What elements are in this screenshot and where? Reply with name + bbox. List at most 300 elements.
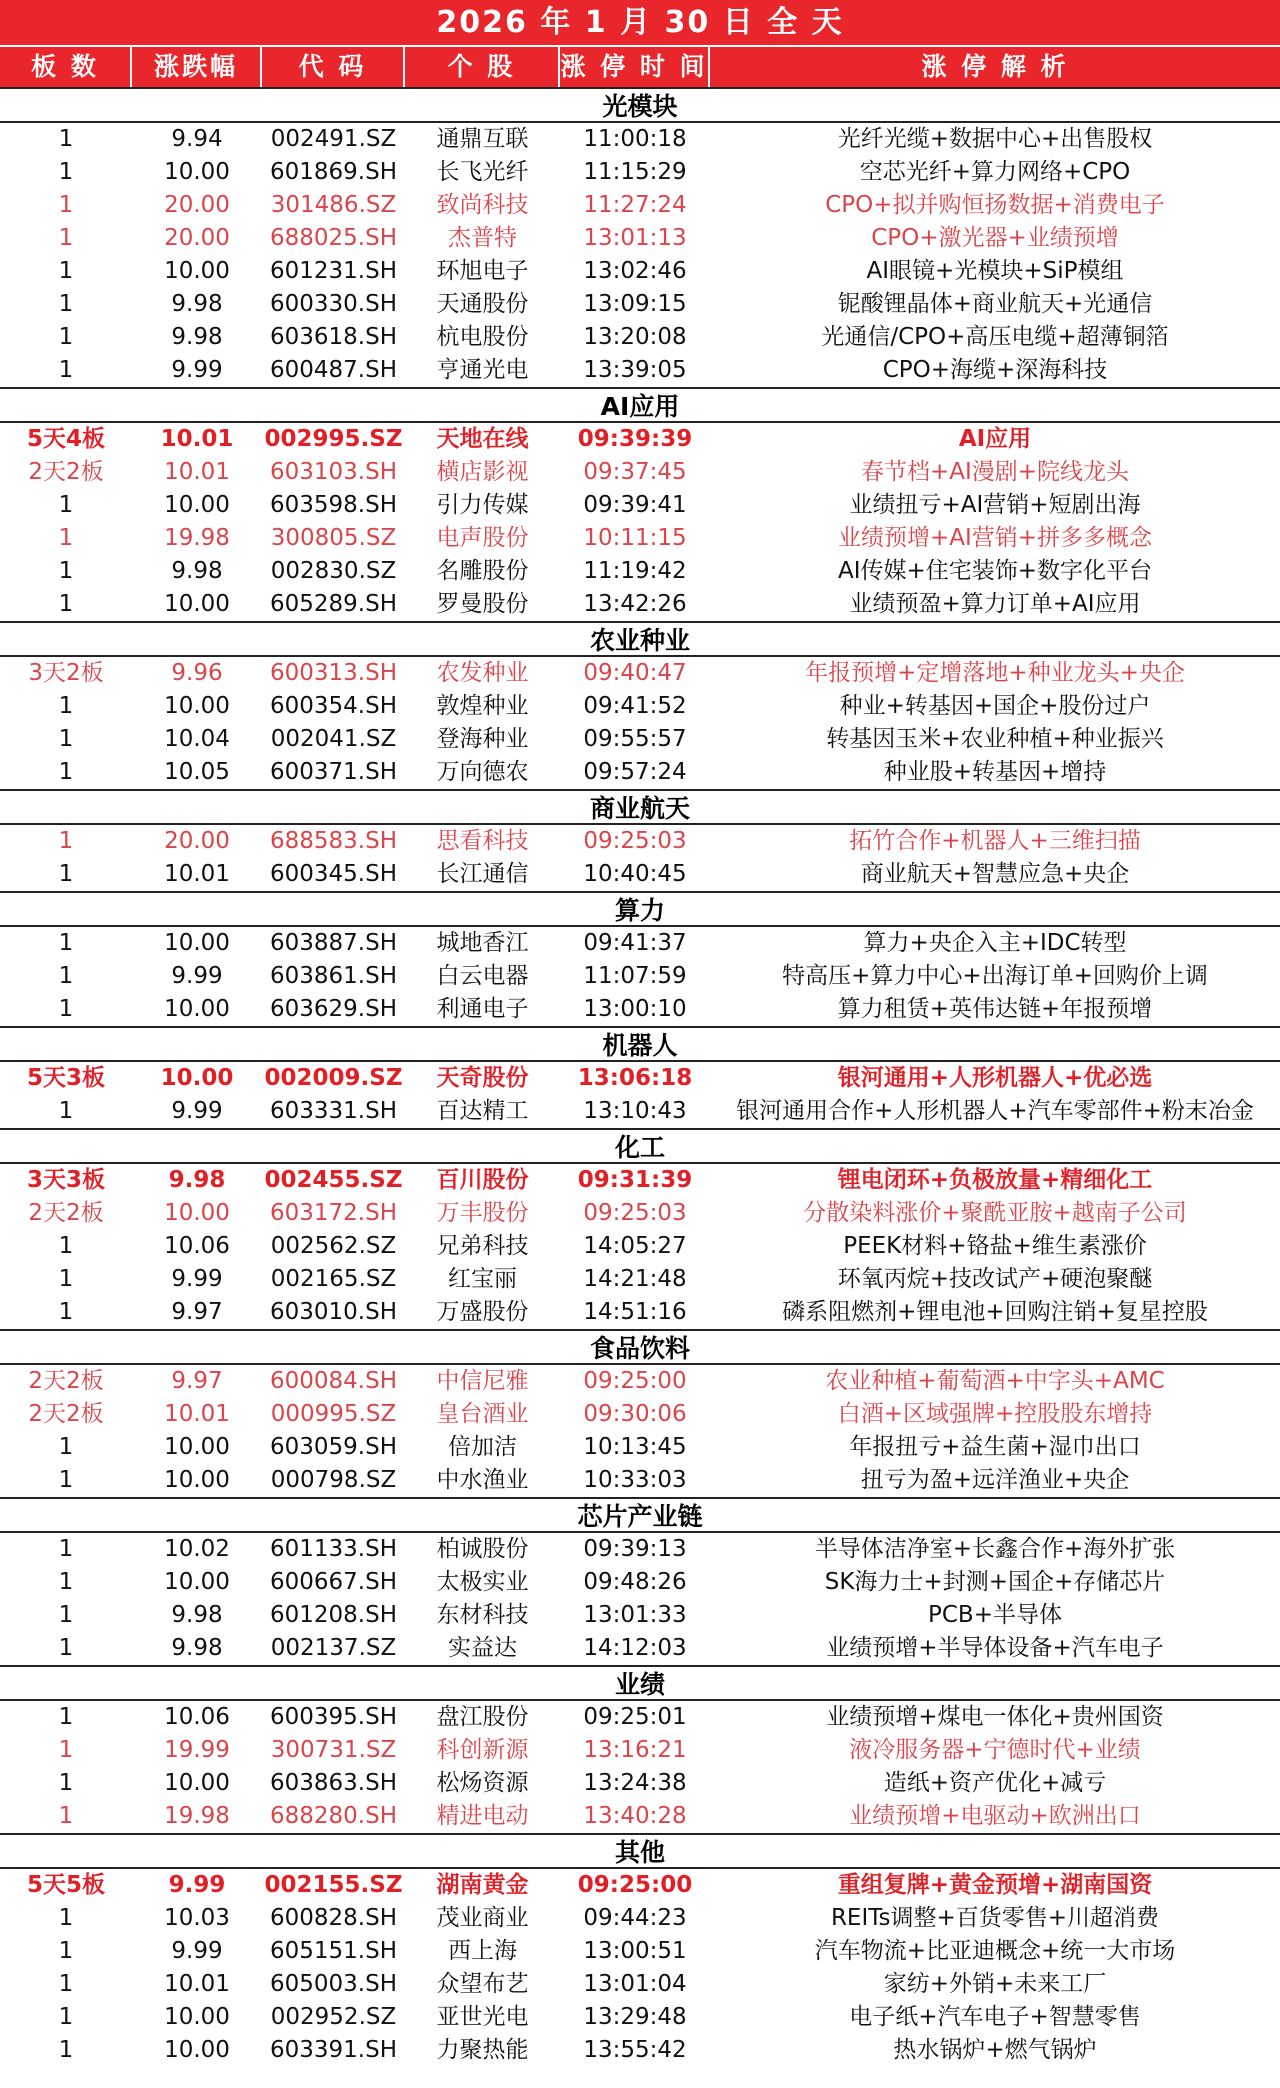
cell-code: 002952.SZ (270, 2004, 397, 2030)
table-row (0, 2034, 1280, 2067)
cell-board: 2天2板 (28, 1368, 104, 1394)
cell-time: 13:20:08 (583, 324, 687, 350)
cell-board: 3天2板 (28, 660, 104, 686)
cell-pct: 10.01 (160, 426, 234, 452)
cell-time: 09:41:37 (583, 930, 687, 956)
cell-analysis: 光通信/CPO+高压电缆+超薄铜箔 (821, 324, 1169, 350)
cell-time: 13:24:38 (583, 1770, 687, 1796)
cell-analysis: CPO+拟并购恒扬数据+消费电子 (825, 192, 1165, 218)
table-row (0, 255, 1280, 288)
cell-board: 3天3板 (26, 1167, 105, 1193)
cell-board: 1 (58, 1635, 74, 1661)
table-row (0, 1902, 1280, 1935)
table-row (0, 927, 1280, 960)
table-row (0, 555, 1280, 588)
header-analysis: 涨 停 解 析 (921, 52, 1069, 81)
cell-time: 13:09:15 (583, 291, 687, 317)
cell-stock: 科创新源 (436, 1737, 529, 1763)
cell-pct: 9.97 (171, 1368, 223, 1394)
cell-analysis: 年报预增+定增落地+种业龙头+央企 (805, 660, 1185, 686)
cell-analysis: 空芯光纤+算力网络+CPO (859, 159, 1131, 185)
cell-code: 002155.SZ (264, 1872, 403, 1898)
cell-analysis: 热水锅炉+燃气锅炉 (893, 2037, 1097, 2063)
table-row (0, 993, 1280, 1026)
cell-code: 600313.SH (269, 660, 397, 686)
table-row (0, 288, 1280, 321)
cell-board: 1 (58, 258, 74, 284)
cell-stock: 东材科技 (436, 1602, 529, 1628)
cell-time: 13:06:18 (577, 1065, 693, 1091)
cell-stock: 西上海 (448, 1938, 517, 1964)
table-row (0, 1197, 1280, 1230)
cell-pct: 10.00 (164, 693, 230, 719)
cell-analysis: CPO+激光器+业绩预增 (871, 225, 1119, 251)
cell-stock: 万盛股份 (436, 1299, 529, 1325)
table-row (0, 690, 1280, 723)
cell-pct: 9.98 (171, 1602, 223, 1628)
table-row (0, 1062, 1280, 1095)
cell-stock: 长江通信 (436, 861, 529, 887)
cell-analysis: 特高压+算力中心+出海订单+回购价上调 (782, 963, 1208, 989)
cell-analysis: 业绩预增+AI营销+拼多多概念 (837, 525, 1153, 551)
table-row (0, 1464, 1280, 1497)
cell-time: 14:21:48 (583, 1266, 687, 1292)
cell-pct: 10.01 (164, 1971, 230, 1997)
header-code: 代 码 (262, 47, 405, 87)
cell-stock: 天通股份 (436, 291, 529, 317)
cell-analysis: 春节档+AI漫剧+院线龙头 (860, 459, 1130, 485)
cell-board: 1 (58, 291, 74, 317)
cell-board: 1 (58, 1233, 74, 1259)
cell-stock: 利通电子 (436, 996, 529, 1022)
cell-time: 09:39:41 (583, 492, 687, 518)
cell-analysis: 拓竹合作+机器人+三维扫描 (849, 828, 1141, 854)
cell-analysis: 扭亏为盈+远洋渔业+央企 (860, 1467, 1130, 1493)
section-header: 农业种业 (0, 621, 1280, 657)
cell-code: 600354.SH (269, 693, 397, 719)
cell-time: 13:02:46 (583, 258, 687, 284)
cell-analysis: 农业种植+葡萄酒+中字头+AMC (825, 1368, 1165, 1394)
cell-board: 1 (58, 357, 74, 383)
cell-analysis: 种业+转基因+国企+股份过户 (839, 693, 1151, 719)
cell-board: 1 (58, 726, 74, 752)
cell-pct: 10.02 (164, 1536, 230, 1562)
cell-stock: 兄弟科技 (436, 1233, 529, 1259)
cell-analysis: 液冷服务器+宁德时代+业绩 (849, 1737, 1141, 1763)
cell-stock: 敦煌种业 (436, 693, 529, 719)
cell-stock: 众望布艺 (436, 1971, 529, 1997)
cell-board: 1 (58, 1467, 74, 1493)
cell-pct: 10.00 (164, 258, 230, 284)
cell-pct: 10.00 (164, 1200, 230, 1226)
cell-pct: 20.00 (164, 828, 230, 854)
cell-pct: 10.06 (164, 1233, 230, 1259)
cell-time: 09:39:13 (583, 1536, 687, 1562)
cell-stock: 中水渔业 (436, 1467, 529, 1493)
cell-board: 1 (58, 324, 74, 350)
cell-time: 11:19:42 (583, 558, 687, 584)
table-row (0, 1632, 1280, 1665)
cell-analysis: AI传媒+住宅装饰+数字化平台 (837, 558, 1153, 584)
table-row (0, 1398, 1280, 1431)
cell-code: 605003.SH (269, 1971, 397, 1997)
cell-time: 10:33:03 (583, 1467, 687, 1493)
cell-time: 13:00:10 (583, 996, 687, 1022)
cell-pct: 19.98 (164, 525, 230, 551)
cell-analysis: 重组复牌+黄金预增+湖南国资 (837, 1872, 1153, 1898)
cell-time: 11:00:18 (583, 126, 687, 152)
cell-pct: 9.98 (171, 291, 223, 317)
cell-analysis: 业绩预增+电驱动+欧洲出口 (849, 1803, 1141, 1829)
cell-time: 09:31:39 (577, 1167, 693, 1193)
cell-pct: 10.04 (164, 726, 230, 752)
cell-board: 1 (58, 996, 74, 1022)
cell-code: 688280.SH (269, 1803, 397, 1829)
cell-stock: 电声股份 (436, 525, 529, 551)
cell-stock: 罗曼股份 (436, 591, 529, 617)
table-row (0, 423, 1280, 456)
cell-time: 09:44:23 (583, 1905, 687, 1931)
cell-board: 1 (58, 225, 74, 251)
cell-code: 600330.SH (269, 291, 397, 317)
cell-board: 1 (58, 1938, 74, 1964)
cell-analysis: AI应用 (958, 426, 1032, 452)
table-row (0, 489, 1280, 522)
table-row (0, 1296, 1280, 1329)
cell-analysis: 算力+央企入主+IDC转型 (863, 930, 1127, 956)
table-row (0, 1533, 1280, 1566)
cell-pct: 20.00 (164, 192, 230, 218)
cell-code: 000798.SZ (270, 1467, 397, 1493)
cell-pct: 9.99 (171, 1938, 223, 1964)
table-row (0, 1164, 1280, 1197)
cell-pct: 10.01 (164, 861, 230, 887)
cell-pct: 10.00 (164, 2004, 230, 2030)
table-row (0, 1566, 1280, 1599)
cell-analysis: 年报扭亏+益生菌+湿巾出口 (849, 1434, 1141, 1460)
cell-stock: 通鼎互联 (436, 126, 529, 152)
cell-time: 09:30:06 (583, 1401, 687, 1427)
cell-pct: 19.99 (164, 1737, 230, 1763)
cell-stock: 百达精工 (436, 1098, 529, 1124)
cell-analysis: 磷系阻燃剂+锂电池+回购注销+复星控股 (782, 1299, 1208, 1325)
cell-code: 300805.SZ (270, 525, 397, 551)
cell-board: 1 (58, 1536, 74, 1562)
cell-code: 603391.SH (269, 2037, 397, 2063)
cell-board: 5天5板 (26, 1872, 105, 1898)
cell-board: 1 (58, 2037, 74, 2063)
table-row (0, 1701, 1280, 1734)
cell-code: 600667.SH (269, 1569, 397, 1595)
cell-board: 1 (58, 2004, 74, 2030)
cell-pct: 9.98 (171, 324, 223, 350)
cell-time: 10:13:45 (583, 1434, 687, 1460)
cell-board: 1 (58, 1569, 74, 1595)
cell-stock: 长飞光纤 (436, 159, 529, 185)
cell-board: 1 (58, 1602, 74, 1628)
section-header: 化工 (0, 1128, 1280, 1164)
table-row (0, 189, 1280, 222)
cell-board: 1 (58, 1905, 74, 1931)
cell-pct: 20.00 (164, 225, 230, 251)
table-row (0, 1431, 1280, 1464)
cell-stock: 力聚热能 (436, 2037, 529, 2063)
cell-stock: 亚世光电 (436, 2004, 529, 2030)
table-row (0, 960, 1280, 993)
cell-code: 300731.SZ (270, 1737, 397, 1763)
cell-time: 10:40:45 (583, 861, 687, 887)
cell-time: 13:29:48 (583, 2004, 687, 2030)
cell-code: 002830.SZ (270, 558, 397, 584)
cell-stock: 白云电器 (436, 963, 529, 989)
cell-time: 13:01:33 (583, 1602, 687, 1628)
header-board: 板 数 (0, 47, 132, 87)
cell-code: 603331.SH (269, 1098, 397, 1124)
cell-pct: 10.01 (164, 1401, 230, 1427)
cell-code: 002041.SZ (270, 726, 397, 752)
table-row (0, 222, 1280, 255)
cell-code: 603887.SH (269, 930, 397, 956)
table-row (0, 1968, 1280, 2001)
table-body (0, 87, 1280, 2067)
cell-board: 5天3板 (26, 1065, 105, 1091)
cell-analysis: 业绩扭亏+AI营销+短剧出海 (849, 492, 1141, 518)
cell-time: 14:05:27 (583, 1233, 687, 1259)
cell-pct: 10.00 (164, 1434, 230, 1460)
cell-pct: 10.00 (160, 1065, 234, 1091)
table-row (0, 1935, 1280, 1968)
cell-analysis: 转基因玉米+农业种植+种业振兴 (826, 726, 1164, 752)
cell-board: 1 (58, 861, 74, 887)
cell-time: 13:10:43 (583, 1098, 687, 1124)
cell-time: 09:57:24 (583, 759, 687, 785)
cell-code: 601208.SH (269, 1602, 397, 1628)
cell-analysis: PCB+半导体 (928, 1602, 1062, 1628)
table-row (0, 456, 1280, 489)
cell-board: 1 (58, 591, 74, 617)
cell-time: 09:41:52 (583, 693, 687, 719)
cell-code: 002165.SZ (270, 1266, 397, 1292)
cell-analysis: 环氧丙烷+技改试产+硬泡聚醚 (837, 1266, 1153, 1292)
page-title: 2026 年 1 月 30 日 全 天 (0, 0, 1280, 45)
section-header: 其他 (0, 1833, 1280, 1869)
cell-board: 1 (58, 1770, 74, 1796)
table-row (0, 723, 1280, 756)
cell-stock: 杰普特 (448, 225, 517, 251)
cell-stock: 盘江股份 (436, 1704, 529, 1730)
cell-board: 2天2板 (28, 459, 104, 485)
table-row (0, 825, 1280, 858)
cell-time: 09:48:26 (583, 1569, 687, 1595)
table-row (0, 1095, 1280, 1128)
cell-stock: 实益达 (448, 1635, 517, 1661)
cell-analysis: SK海力士+封测+国企+存储芯片 (824, 1569, 1166, 1595)
table-row (0, 123, 1280, 156)
cell-code: 605289.SH (269, 591, 397, 617)
cell-pct: 9.97 (171, 1299, 223, 1325)
cell-stock: 天地在线 (436, 426, 529, 452)
table-row (0, 588, 1280, 621)
table-row (0, 858, 1280, 891)
cell-stock: 红宝丽 (448, 1266, 517, 1292)
cell-analysis: 业绩预增+煤电一体化+贵州国资 (826, 1704, 1164, 1730)
cell-analysis: PEEK材料+铬盐+维生素涨价 (843, 1233, 1147, 1259)
table-row (0, 1869, 1280, 1902)
cell-analysis: REITs调整+百货零售+川超消费 (830, 1905, 1160, 1931)
table-row (0, 321, 1280, 354)
cell-pct: 9.99 (168, 1872, 226, 1898)
cell-pct: 9.99 (171, 963, 223, 989)
cell-code: 600371.SH (269, 759, 397, 785)
cell-stock: 名雕股份 (436, 558, 529, 584)
cell-time: 09:39:39 (577, 426, 693, 452)
cell-stock: 致尚科技 (436, 192, 529, 218)
cell-code: 601133.SH (269, 1536, 397, 1562)
cell-stock: 太极实业 (436, 1569, 529, 1595)
section-header: 算力 (0, 891, 1280, 927)
table-row (0, 354, 1280, 387)
table-row (0, 1767, 1280, 1800)
cell-analysis: 算力租赁+英伟达链+年报预增 (837, 996, 1153, 1022)
cell-stock: 茂业商业 (436, 1905, 529, 1931)
cell-board: 1 (58, 963, 74, 989)
cell-analysis: 银河通用+人形机器人+优必选 (837, 1065, 1153, 1091)
cell-code: 600828.SH (269, 1905, 397, 1931)
cell-board: 1 (58, 126, 74, 152)
cell-code: 600084.SH (269, 1368, 397, 1394)
cell-pct: 10.00 (164, 930, 230, 956)
cell-time: 14:12:03 (583, 1635, 687, 1661)
cell-analysis: 种业股+转基因+增持 (883, 759, 1107, 785)
cell-stock: 引力传媒 (436, 492, 529, 518)
cell-board: 1 (58, 1971, 74, 1997)
cell-code: 603629.SH (269, 996, 397, 1022)
table-row (0, 1800, 1280, 1833)
table-row (0, 1230, 1280, 1263)
cell-time: 13:39:05 (583, 357, 687, 383)
table-row (0, 2001, 1280, 2034)
section-header: 光模块 (0, 87, 1280, 123)
cell-board: 1 (58, 525, 74, 551)
cell-board: 1 (58, 192, 74, 218)
cell-analysis: 分散染料涨价+聚酰亚胺+越南子公司 (803, 1200, 1187, 1226)
cell-pct: 10.05 (164, 759, 230, 785)
cell-stock: 中信尼雅 (436, 1368, 529, 1394)
cell-time: 10:11:15 (583, 525, 687, 551)
cell-time: 13:16:21 (583, 1737, 687, 1763)
cell-board: 1 (58, 1299, 74, 1325)
cell-pct: 10.00 (164, 159, 230, 185)
cell-stock: 杭电股份 (436, 324, 529, 350)
cell-time: 09:25:03 (583, 1200, 687, 1226)
cell-time: 09:25:03 (583, 828, 687, 854)
cell-analysis: 铌酸锂晶体+商业航天+光通信 (837, 291, 1153, 317)
cell-board: 5天4板 (26, 426, 105, 452)
cell-pct: 10.00 (164, 2037, 230, 2063)
section-header: 商业航天 (0, 789, 1280, 825)
cell-pct: 9.94 (171, 126, 223, 152)
cell-time: 09:25:01 (583, 1704, 687, 1730)
table-row (0, 756, 1280, 789)
cell-code: 603863.SH (269, 1770, 397, 1796)
cell-code: 688583.SH (269, 828, 397, 854)
cell-analysis: 电子纸+汽车电子+智慧零售 (849, 2004, 1141, 2030)
cell-analysis: 白酒+区域强牌+控股股东增持 (837, 1401, 1153, 1427)
cell-pct: 10.00 (164, 1569, 230, 1595)
cell-code: 603861.SH (269, 963, 397, 989)
cell-pct: 10.00 (164, 492, 230, 518)
cell-board: 2天2板 (28, 1401, 104, 1427)
cell-code: 002455.SZ (264, 1167, 403, 1193)
cell-board: 1 (58, 159, 74, 185)
table-row (0, 1365, 1280, 1398)
header-pct: 涨跌幅(%) (132, 47, 262, 87)
cell-time: 09:25:00 (583, 1368, 687, 1394)
cell-stock: 万丰股份 (436, 1200, 529, 1226)
cell-time: 13:01:13 (583, 225, 687, 251)
cell-analysis: 商业航天+智慧应急+央企 (860, 861, 1130, 887)
cell-board: 1 (58, 759, 74, 785)
cell-board: 1 (58, 558, 74, 584)
cell-analysis: AI眼镜+光模块+SiP模组 (866, 258, 1124, 284)
cell-stock: 松炀资源 (436, 1770, 529, 1796)
cell-board: 1 (58, 1434, 74, 1460)
cell-code: 603103.SH (269, 459, 397, 485)
cell-code: 688025.SH (269, 225, 397, 251)
cell-board: 1 (58, 693, 74, 719)
cell-code: 002562.SZ (270, 1233, 397, 1259)
cell-pct: 10.06 (164, 1704, 230, 1730)
cell-stock: 环旭电子 (436, 258, 529, 284)
cell-time: 11:07:59 (583, 963, 687, 989)
cell-code: 600345.SH (269, 861, 397, 887)
cell-board: 1 (58, 1266, 74, 1292)
cell-time: 13:00:51 (583, 1938, 687, 1964)
cell-pct: 9.98 (171, 558, 223, 584)
header-stock: 个 股 (405, 47, 560, 87)
cell-stock: 登海种业 (436, 726, 529, 752)
cell-stock: 万向德农 (436, 759, 529, 785)
table-row (0, 522, 1280, 555)
cell-code: 603010.SH (269, 1299, 397, 1325)
cell-analysis: 汽车物流+比亚迪概念+统一大市场 (814, 1938, 1176, 1964)
table-row (0, 1734, 1280, 1767)
cell-pct: 9.96 (171, 660, 223, 686)
table-row (0, 1263, 1280, 1296)
header-time: 涨 停 时 间 (560, 47, 710, 87)
section-header: 机器人 (0, 1026, 1280, 1062)
cell-time: 09:55:57 (583, 726, 687, 752)
cell-pct: 9.99 (171, 1266, 223, 1292)
cell-time: 13:40:28 (583, 1803, 687, 1829)
cell-board: 2天2板 (28, 1200, 104, 1226)
section-header: AI应用 (0, 387, 1280, 423)
cell-board: 1 (58, 1737, 74, 1763)
cell-pct: 10.00 (164, 1770, 230, 1796)
cell-code: 600395.SH (269, 1704, 397, 1730)
cell-code: 603618.SH (269, 324, 397, 350)
cell-code: 601869.SH (269, 159, 397, 185)
cell-analysis: 业绩预盈+算力订单+AI应用 (849, 591, 1141, 617)
cell-analysis: 银河通用合作+人形机器人+汽车零部件+粉末冶金 (736, 1098, 1254, 1124)
table-row (0, 1599, 1280, 1632)
cell-stock: 精进电动 (436, 1803, 529, 1829)
cell-analysis: 锂电闭环+负极放量+精细化工 (837, 1167, 1153, 1193)
cell-pct: 9.99 (171, 357, 223, 383)
cell-analysis: 半导体洁净室+长鑫合作+海外扩张 (814, 1536, 1176, 1562)
cell-pct: 9.99 (171, 1098, 223, 1124)
cell-board: 1 (58, 492, 74, 518)
